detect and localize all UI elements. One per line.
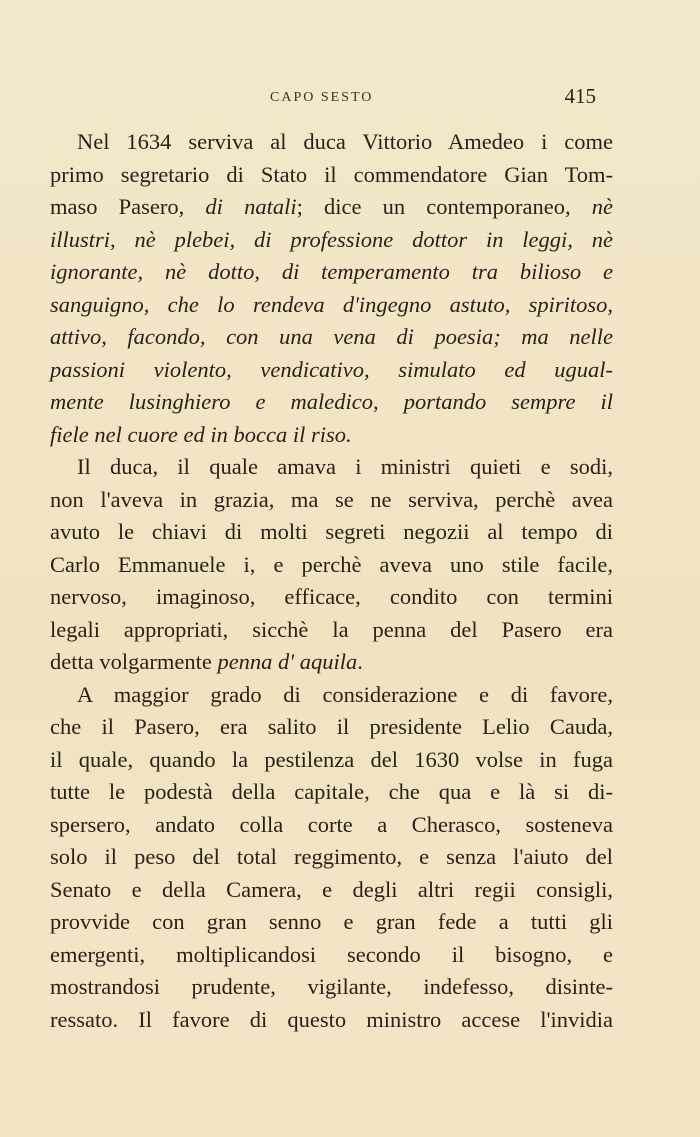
line-text: nervoso, imaginoso, efficace, condito con termini xyxy=(50,584,613,609)
text-line xyxy=(50,679,613,712)
italic-text: penna d' aquila xyxy=(217,649,358,674)
italic-text: attivo, facondo, con una vena di poesia; ma nelle xyxy=(50,324,613,349)
text-line xyxy=(50,971,613,1004)
text-line xyxy=(50,191,613,224)
line-text: solo il peso del total reggimento, e senza l'aiuto del xyxy=(50,844,613,869)
text-line xyxy=(50,386,613,419)
text-line xyxy=(50,126,613,159)
text-line xyxy=(50,939,613,972)
line-text: detta volgarmente xyxy=(50,649,218,674)
italic-text: mente lusinghiero e maledico, portando sempre il xyxy=(50,389,613,414)
body-text xyxy=(50,126,613,1036)
line-text: Senato e della Camera, e degli altri regii consigli, xyxy=(50,876,613,902)
line-text: Il duca, il quale amava i ministri quieti e sodi, xyxy=(77,454,613,479)
line-text: Nel 1634 serviva al duca Vittorio Amedeo i come xyxy=(77,129,613,154)
line-text: primo segretario di Stato il commendatore Gian Tom- xyxy=(50,161,613,187)
paragraph xyxy=(50,451,613,679)
paragraph xyxy=(50,679,613,1037)
text-line xyxy=(50,646,613,679)
text-line xyxy=(50,516,613,549)
paragraph xyxy=(50,126,613,451)
line-text: emergenti, moltiplicandosi secondo il bisogno, e xyxy=(50,941,613,967)
line-text: Carlo Emmanuele i, e perchè aveva uno stile facile, xyxy=(50,551,613,577)
italic-text: ignorante, nè dotto, di temperamento tra bilioso e xyxy=(50,259,613,284)
italic-text: nè xyxy=(591,194,614,219)
text-line xyxy=(50,809,613,842)
page-header xyxy=(50,84,596,112)
italic-text: illustri, nè plebei, di professione dottor in leggi, nè xyxy=(50,226,613,252)
line-text: legali appropriati, sicchè la penna del Pasero era xyxy=(50,616,613,642)
text-line xyxy=(50,744,613,777)
text-line xyxy=(50,711,613,744)
text-line xyxy=(50,159,613,192)
page-number: 415 xyxy=(564,84,596,108)
running-head: CAPO SESTO xyxy=(270,90,374,105)
line-text: A maggior grado di considerazione e di favore, xyxy=(77,681,613,707)
italic-text: sanguigno, che lo rendeva d'ingegno astuto, spiritoso, xyxy=(50,291,613,317)
text-line xyxy=(50,549,613,582)
text-line xyxy=(50,354,613,387)
line-text: il quale, quando la pestilenza del 1630 volse in fuga xyxy=(50,746,613,772)
italic-text: fiele nel cuore ed in bocca il riso. xyxy=(50,421,352,447)
text-line xyxy=(50,484,613,517)
line-text: spersero, andato colla corte a Cherasco, sosteneva xyxy=(50,811,613,837)
line-text: provvide con gran senno e gran fede a tutti gli xyxy=(50,909,613,934)
italic-text: passioni violento, vendicativo, simulato ed ugual- xyxy=(50,356,613,382)
text-line xyxy=(50,419,613,452)
text-line xyxy=(50,224,613,257)
text-line xyxy=(50,874,613,907)
line-text: maso Pasero, xyxy=(50,194,206,219)
text-line xyxy=(50,321,613,354)
text-line xyxy=(50,581,613,614)
italic-text: di natali xyxy=(205,194,297,219)
text-line xyxy=(50,614,613,647)
text-line xyxy=(50,256,613,289)
line-text: ; dice un contemporaneo, xyxy=(296,194,592,219)
text-line xyxy=(50,776,613,809)
text-line xyxy=(50,906,613,939)
line-text: tutte le podestà della capitale, che qua e là si di- xyxy=(50,779,613,804)
text-line xyxy=(50,451,613,484)
line-text: mostrandosi prudente, vigilante, indefesso, disinte- xyxy=(50,974,613,999)
line-text: avuto le chiavi di molti segreti negozii al tempo di xyxy=(50,519,613,544)
text-line xyxy=(50,841,613,874)
line-text: non l'aveva in grazia, ma se ne serviva, perchè avea xyxy=(50,486,613,512)
text-line xyxy=(50,1004,613,1037)
line-text: che il Pasero, era salito il presidente Lelio Cauda, xyxy=(50,714,613,739)
text-line xyxy=(50,289,613,322)
line-text: . xyxy=(357,649,363,674)
line-text: ressato. Il favore di questo ministro accese l'invidia xyxy=(50,1006,613,1032)
